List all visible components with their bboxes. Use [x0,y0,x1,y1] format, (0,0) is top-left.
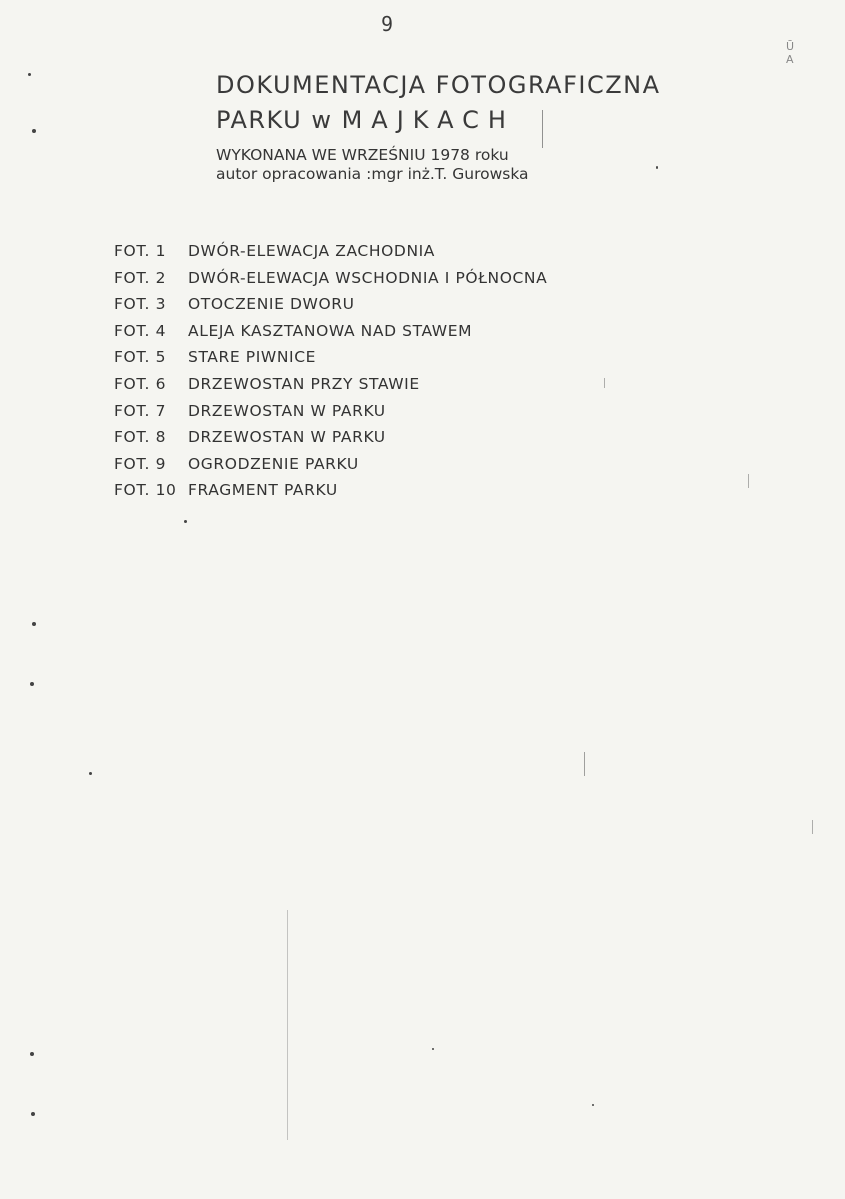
title-place-name: MAJKACH [341,106,515,134]
scan-speck [31,1112,35,1116]
photo-list-item [114,348,547,375]
scan-scratch [748,474,749,488]
photo-list-item [114,455,547,482]
scan-scratch [812,820,813,834]
scan-speck [32,129,36,133]
photo-number: FOT. 4 [114,321,167,340]
scan-speck [656,166,658,169]
photo-list-item [114,481,547,508]
scan-scratch [542,110,543,148]
scan-scratch [287,910,288,1140]
photo-description: DWÓR-ELEWACJA WSCHODNIA I PÓŁNOCNA [188,268,548,287]
scan-scratch [604,378,605,388]
photo-description: OGRODZENIE PARKU [188,454,359,473]
photo-description: STARE PIWNICE [188,348,317,367]
scan-speck [89,772,92,775]
photo-number: FOT. 7 [114,401,167,420]
photo-description: DRZEWOSTAN PRZY STAWIE [188,374,420,393]
photo-number: FOT. 9 [114,454,167,473]
photo-number: FOT. 10 [114,481,177,500]
photo-number: FOT. 8 [114,428,167,447]
photo-number: FOT. 6 [114,374,167,393]
document-title-line-2 [216,106,515,134]
scan-speck [432,1048,434,1050]
photo-description: ALEJA KASZTANOWA NAD STAWEM [188,321,473,340]
scan-speck [184,520,187,523]
photo-list [114,242,547,508]
title-prefix: PARKU w [216,106,342,134]
photo-list-item [114,402,547,429]
photo-list-item [114,242,547,269]
scan-speck [28,73,31,76]
photo-number: FOT. 3 [114,295,167,314]
photo-number: FOT. 2 [114,268,167,287]
corner-mark: Ū A [786,40,813,66]
photo-number: FOT. 5 [114,348,167,367]
photo-description: DRZEWOSTAN W PARKU [188,428,386,447]
scan-speck [592,1104,594,1106]
photo-description: FRAGMENT PARKU [188,481,338,500]
photo-list-item [114,269,547,296]
photo-description: DWÓR-ELEWACJA ZACHODNIA [188,242,436,260]
photo-list-item [114,295,547,322]
date-line: WYKONANA WE WRZEŚNIU 1978 roku [216,146,509,164]
scan-scratch [584,752,585,776]
photo-description: OTOCZENIE DWORU [188,295,355,314]
photo-list-item [114,428,547,455]
author-line: autor opracowania :mgr inż.T. Gurowska [216,165,529,183]
photo-number: FOT. 1 [114,242,167,260]
scan-speck [30,1052,34,1056]
scan-speck [32,622,36,626]
document-title-line-1: DOKUMENTACJA FOTOGRAFICZNA [216,71,661,99]
photo-description: DRZEWOSTAN W PARKU [188,401,386,420]
photo-list-item [114,322,547,349]
photo-list-item [114,375,547,402]
page-number: 9 [381,12,394,36]
scan-speck [30,682,34,686]
